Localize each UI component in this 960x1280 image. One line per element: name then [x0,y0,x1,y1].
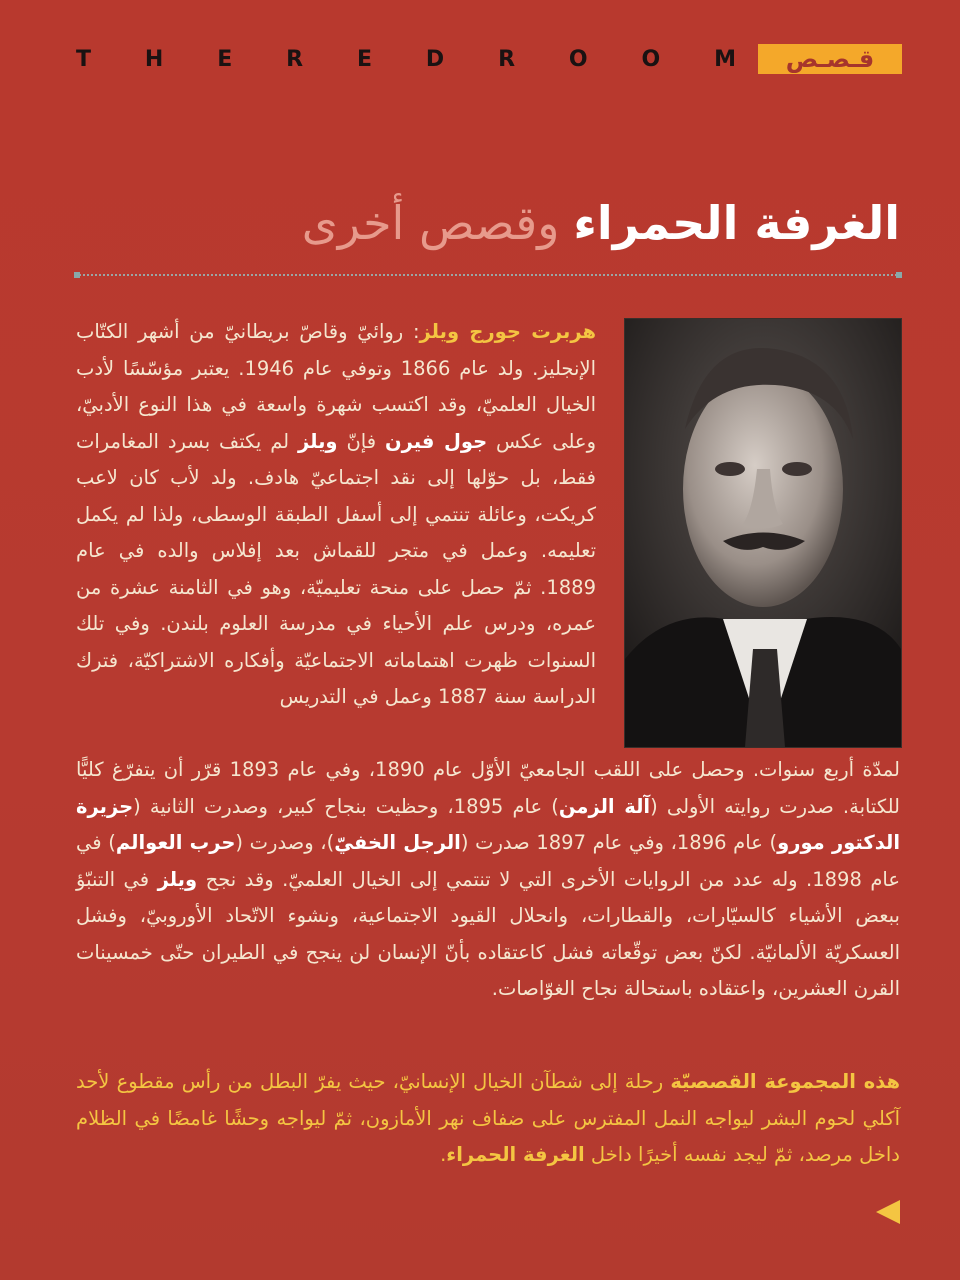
masthead-letter: H [144,46,164,72]
title-main: الغرفة الحمراء [573,196,900,250]
masthead-letter: R [498,46,516,72]
masthead-letter: M [714,46,736,72]
text-run: ) عام 1895، وحظيت بنجاح كبير، وصدرت الثانية ( [133,794,559,818]
book-title: الغرفة الحمراء [446,1143,585,1166]
text-run: . [440,1143,447,1166]
book-title: آلة الزمن [558,794,651,818]
article-column-1 [76,314,596,716]
page-title [302,196,900,250]
text-run: ) في عام 1898. وله عدد من الروايات الأخرى التي لا تنتمي إلى الخيال العلميّ. وقد نجح [76,831,900,891]
text-run: )، وصدرت ( [235,831,335,854]
portrait-photo [624,318,902,748]
bold-name: جول فيرن [384,429,488,453]
masthead-letter: E [217,46,233,72]
book-title: الرجل الخفيّ [334,831,461,854]
author-name: هربرت جورج ويلز [419,320,596,343]
text-run: في التنبّؤ ببعض الأشياء كالسيّارات، والقطارات، وانحلال القيود الاجتماعية، ونشوء الاتّحاد الأوروبيّ، وفشل العسكريّة الألمانيّة. لكنّ بعض توقّعاته فشل كاعتقاده بأنّ الإنسان لن ينجح في الطيران حتّى خمسينات القرن العشرين، واعتقاده باستحالة نجاح الغوّاصات. [76,867,900,1000]
divider [76,274,900,276]
section-badge: قـصـص [758,44,902,74]
bold-name: ويلز [298,429,338,453]
book-title: حرب العوالم [115,831,236,854]
book-title: جزيرة الدكتور مورو [76,794,901,854]
text-run: : روائيّ وقاصّ بريطانيّ من أشهر الكتّاب الإنجليز. ولد عام 1866 وتوفي عام 1946. يعتبر مؤسّسًا لأدب الخيال العلميّ، وقد اكتسب شهرة واسعة في هذا النوع الأدبيّ، وعلى عكس [76,320,596,453]
masthead-letter: O [641,46,661,72]
masthead [76,44,736,74]
text-run: فإنّ [337,429,385,453]
text-run: لم يكتف بسرد المغامرات فقط، بل حوّلها إلى نقد اجتماعيّ هادف. ولد لأب كان لاعب كريكت، وعائلة تنتمي إلى أسفل الطبقة الوسطى، ولذا لم يكمل تعليمه. وعمل في متجر للقماش بعد إفلاس والده في عام 1889. ثمّ حصل على منحة تعليميّة، وهو في الثامنة عشرة من عمره، ودرس علم الأحياء في مدرسة العلوم بلندن. وفي تلك السنوات ظهرت اهتماماته الاجتماعيّة وأفكاره الاشتراكيّة، فترك الدراسة سنة 1887 وعمل في التدريس [76,429,596,708]
masthead-letter: R [286,46,304,72]
article-column-2 [76,752,900,1008]
text-run: رحلة إلى شطآن الخيال الإنسانيّ، حيث يفرّ البطل من رأس مقطوع لأحد آكلي لحوم البشر ليواجه النمل المفترس على ضفاف نهر الأمازون، ثمّ ليواجه وحشًا غامضًا في الظلام داخل مرصد، ثمّ ليجد نفسه أخيرًا داخل [76,1070,900,1166]
portrait-image [625,319,901,747]
masthead-letter: D [425,46,445,72]
masthead-letter: T [76,46,92,72]
text-run: لمدّة أربع سنوات. وحصل على اللقب الجامعيّ الأوّل عام 1890، وفي عام 1893 قرّر أن يتفرّغ كليًّا للكتابة. صدرت روايته الأولى ( [76,758,901,818]
summary-lead: هذه المجموعة القصصيّة [670,1070,900,1093]
text-run: ) عام 1896، وفي عام 1897 صدرت ( [460,831,778,854]
bold-name: ويلز [157,867,198,891]
masthead-letter: O [568,46,588,72]
title-sub: وقصص أخرى [301,196,560,250]
masthead-letter: E [356,46,373,72]
triangle-left-icon[interactable] [876,1200,900,1224]
collection-summary [76,1064,900,1174]
